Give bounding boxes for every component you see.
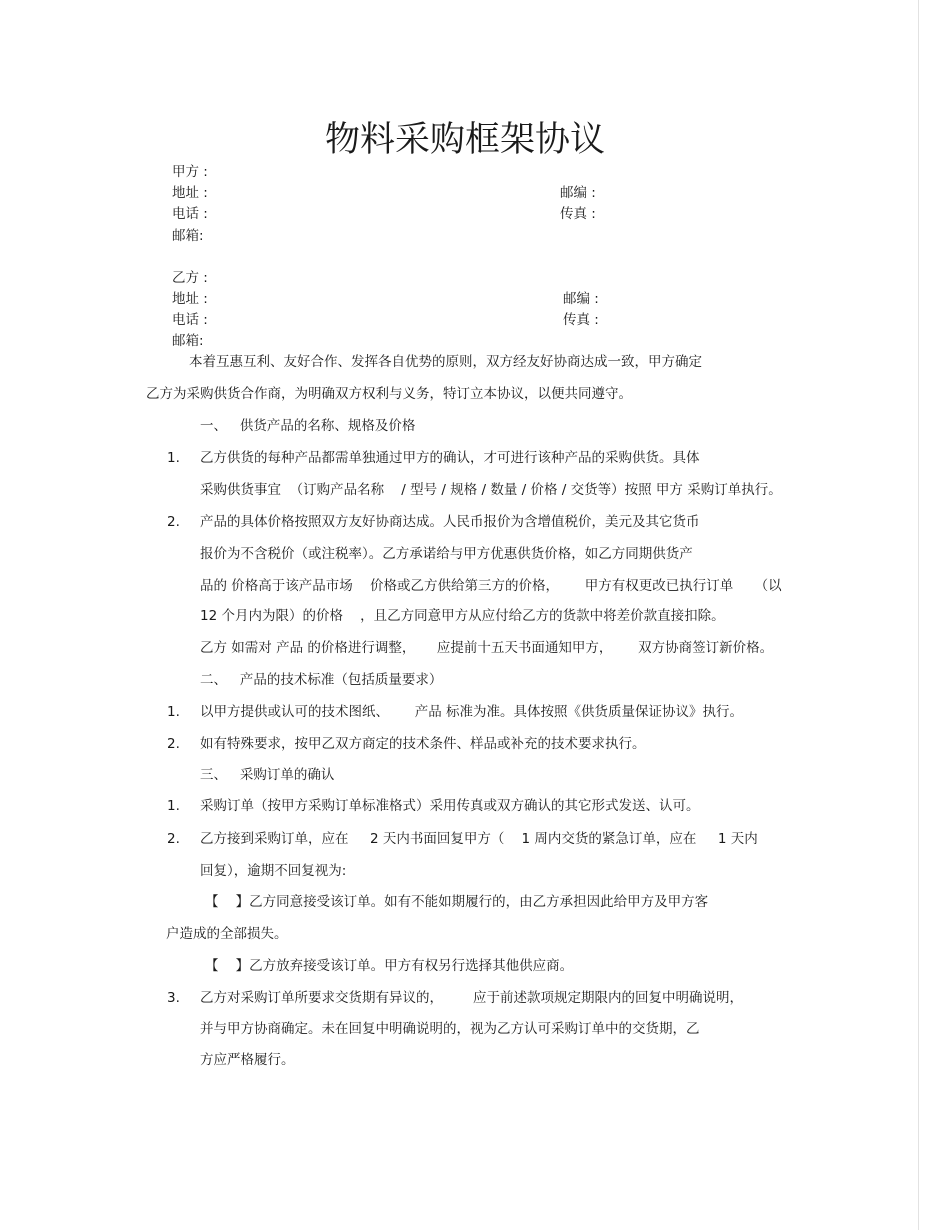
s3-item-1-number: 1. [167,798,180,814]
s2-item-1-line-1: 以甲方提供或认可的技术图纸、 产品 标准为准。具体按照《供货质量保证协议》执行。 [200,704,744,720]
document-title: 物料采购框架协议 [325,120,606,160]
party-a-zip-label: 邮编 : [560,185,596,201]
party-a-label: 甲方 : [172,164,208,180]
intro-line-2: 乙方为采购供货合作商，为明确双方权利与义务，特订立本协议，以便共同遵守。 [146,386,632,402]
s3-item-2-line-1: 乙方接到采购订单，应在 2 天内书面回复甲方（ 1 周内交货的紧急订单，应在 1 天内 [200,831,758,847]
s1-item-1-number: 1. [167,450,180,466]
party-b-zip-label: 邮编 : [563,291,599,307]
s3-option-2: 【 】乙方放弃接受该订单。甲方有权另行选择其他供应商。 [205,958,574,974]
party-b-label: 乙方 : [172,270,208,286]
section-2-heading: 二、 产品的技术标准（包括质量要求） [200,672,443,688]
party-a-fax-label: 传真 : [560,206,596,222]
s3-item-3-number: 3. [167,990,180,1006]
s3-item-1-line-1: 采购订单（按甲方采购订单标准格式）采用传真或双方确认的其它形式发送、认可。 [200,798,700,814]
party-a-phone-label: 电话 : [172,206,208,222]
s1-item-2-number: 2. [167,514,180,530]
s1-item-1-line-2: 采购供货事宜 （订购产品名称 / 型号 / 规格 / 数量 / 价格 / 交货等）按照 甲方 采购订单执行。 [200,482,782,498]
party-a-email-label: 邮箱: [172,228,204,244]
party-a-address-label: 地址 : [172,185,208,201]
party-b-fax-label: 传真 : [563,312,599,328]
s1-item-2-line-5: 乙方 如需对 产品 的价格进行调整， 应提前十五天书面通知甲方， 双方协商签订新价格。 [200,640,774,656]
s1-item-2-line-1: 产品的具体价格按照双方友好协商达成。人民币报价为含增值税价，美元及其它货币 [200,514,700,530]
s2-item-2-number: 2. [167,736,180,752]
section-1-heading: 一、 供货产品的名称、规格及价格 [200,418,416,434]
s1-item-2-line-2: 报价为不含税价（或注税率）。乙方承诺给与甲方优惠供货价格，如乙方同期供货产 [200,546,693,562]
s3-item-3-line-3: 方应严格履行。 [200,1052,295,1068]
s3-option-1-line-1: 【 】乙方同意接受该订单。如有不能如期履行的，由乙方承担因此给甲方及甲方客 [205,894,709,910]
intro-line-1: 本着互惠互利、友好合作、发挥各自优势的原则，双方经友好协商达成一致，甲方确定 [189,354,702,370]
s1-item-2-line-4: 12 个月内为限）的价格 ，且乙方同意甲方从应付给乙方的货款中将差价款直接扣除。 [200,608,725,624]
s3-item-2-number: 2. [167,831,180,847]
s1-item-2-line-3: 品的 价格高于该产品市场 价格或乙方供给第三方的价格， 甲方有权更改已执行订单 （以 [200,578,782,594]
party-b-email-label: 邮箱: [172,333,204,349]
page-edge-divider [918,0,919,1230]
s3-option-1-line-2: 户造成的全部损失。 [166,926,288,942]
section-3-heading: 三、 采购订单的确认 [200,767,335,783]
s3-item-3-line-1: 乙方对采购订单所要求交货期有异议的， 应于前述款项规定期限内的回复中明确说明， [200,990,744,1006]
party-b-phone-label: 电话 : [172,312,208,328]
s3-item-2-line-2: 回复），逾期不回复视为: [200,863,347,879]
s2-item-2-line-1: 如有特殊要求，按甲乙双方商定的技术条件、样品或补充的技术要求执行。 [200,736,646,752]
s1-item-1-line-1: 乙方供货的每种产品都需单独通过甲方的确认，才可进行该种产品的采购供货。具体 [200,450,700,466]
s3-item-3-line-2: 并与甲方协商确定。未在回复中明确说明的，视为乙方认可采购订单中的交货期，乙 [200,1021,700,1037]
s2-item-1-number: 1. [167,704,180,720]
party-b-address-label: 地址 : [172,291,208,307]
